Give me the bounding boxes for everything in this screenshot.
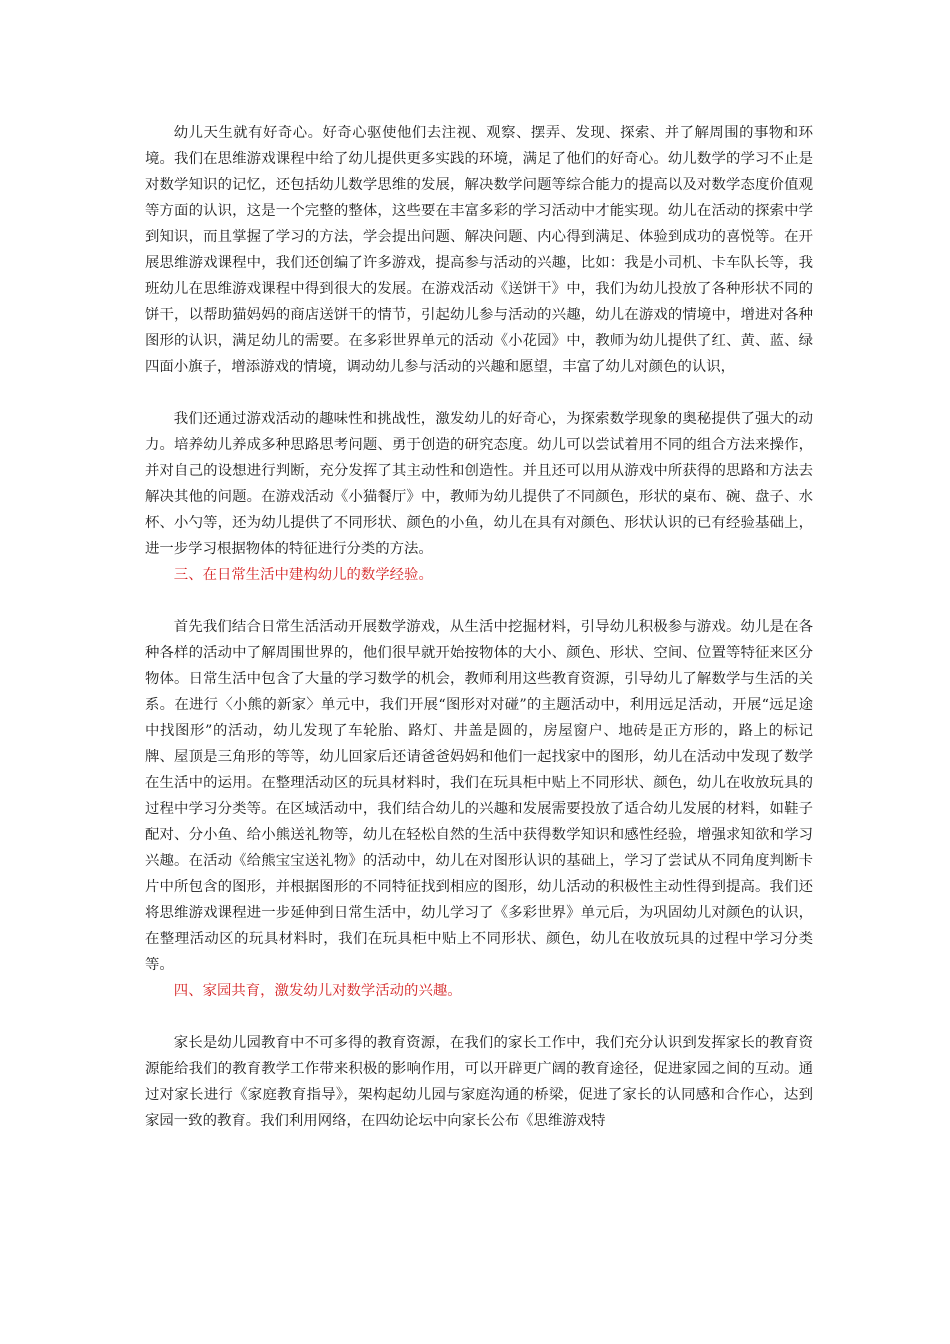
section-heading-home-school: 四、家园共育，激发幼儿对数学活动的兴趣。 [173, 983, 462, 999]
paragraph-curiosity: 幼儿天生就有好奇心。好奇心驱使他们去注视、观察、摆弄、发现、探索、并了解周围的事物和环境。我们在思维游戏课程中给了幼儿提供更多实践的环境，满足了他们的好奇心。幼儿数学的学习不止是对数学知识的记忆，还包括幼儿数学思维的发展，解决数学问题等综合能力的提高以及对数学态度价值观等方面的认识，这是一个完整的整体，这些要在丰富多彩的学习活动中才能实现。幼儿在活动的探索中学到知识，而且掌握了学习的方法，学会提出问题、解决问题、内心得到满足、体验到成功的喜悦等。在开展思维游戏课程中，我们还创编了许多游戏，提高参与活动的兴趣，比如：我是小司机、卡车队长等，我班幼儿在思维游戏课程中得到很大的发展。在游戏活动《送饼干》中，我们为幼儿投放了各种形状不同的饼干，以帮助猫妈妈的商店送饼干的情节，引起幼儿参与活动的兴趣，幼儿在游戏的情境中，增进对各种图形的认识，满足幼儿的需要。在多彩世界单元的活动《小花园》中，教师为幼儿提供了红、黄、蓝、绿四面小旗子，增添游戏的情境，调动幼儿参与活动的兴趣和愿望，丰富了幼儿对颜色的认识， [145, 125, 813, 375]
paragraph-game-challenge: 我们还通过游戏活动的趣味性和挑战性，激发幼儿的好奇心，为探索数学现象的奥秘提供了强大的动力。培养幼儿养成多种思路思考问题、勇于创造的研究态度。幼儿可以尝试着用不同的组合方法来操作，并对自己的设想进行判断，充分发挥了其主动性和创造性。并且还可以用从游戏中所获得的思路和方法去解决其他的问题。在游戏活动《小猫餐厅》中，教师为幼儿提供了不同颜色，形状的桌布、碗、盘子、水杯、小勺等，还为幼儿提供了不同形状、颜色的小鱼，幼儿在具有对颜色、形状认识的已有经验基础上，进一步学习根据物体的特征进行分类的方法。 [145, 411, 813, 557]
document-page [145, 120, 813, 1134]
section-heading-daily-life: 三、在日常生活中建构幼儿的数学经验。 [173, 567, 433, 583]
paragraph-daily-life: 首先我们结合日常生活活动开展数学游戏，从生活中挖掘材料，引导幼儿积极参与游戏。幼儿是在各种各样的活动中了解周围世界的，他们很早就开始按物体的大小、颜色、形状、空间、位置等特征来区分物体。日常生活中包含了大量的学习数学的机会，教师利用这些教育资源，引导幼儿了解数学与生活的关系。在进行〈小熊的新家〉单元中，我们开展“图形对对碰”的主题活动中，利用远足活动，开展“远足途中找图形”的活动，幼儿发现了车轮胎、路灯、井盖是圆的，房屋窗户、地砖是正方形的，路上的标记牌、屋顶是三角形的等等，幼儿回家后还请爸爸妈妈和他们一起找家中的图形，幼儿在活动中发现了数学在生活中的运用。在整理活动区的玩具材料时，我们在玩具柜中贴上不同形状、颜色，幼儿在收放玩具的过程中学习分类等。在区域活动中，我们结合幼儿的兴趣和发展需要投放了适合幼儿发展的材料，如鞋子配对、分小鱼、给小熊送礼物等，幼儿在轻松自然的生活中获得数学知识和感性经验，增强求知欲和学习兴趣。在活动《给熊宝宝送礼物》的活动中，幼儿在对图形认识的基础上，学习了尝试从不同角度判断卡片中所包含的图形，并根据图形的不同特征找到相应的图形，幼儿活动的积极性主动性得到提高。我们还将思维游戏课程进一步延伸到日常生活中，幼儿学习了《多彩世界》单元后，为巩固幼儿对颜色的认识，在整理活动区的玩具材料时，我们在玩具柜中贴上不同形状、颜色，幼儿在收放玩具的过程中学习分类等。 [145, 619, 813, 973]
paragraph-home-school: 家长是幼儿园教育中不可多得的教育资源，在我们的家长工作中，我们充分认识到发挥家长的教育资源能给我们的教育教学工作带来积极的影响作用，可以开辟更广阔的教育途径，促进家园之间的互动。通过对家长进行《家庭教育指导》，架构起幼儿园与家庭沟通的桥梁，促进了家长的认同感和合作心，达到家园一致的教育。我们利用网络，在四幼论坛中向家长公布《思维游戏特 [145, 1035, 813, 1129]
